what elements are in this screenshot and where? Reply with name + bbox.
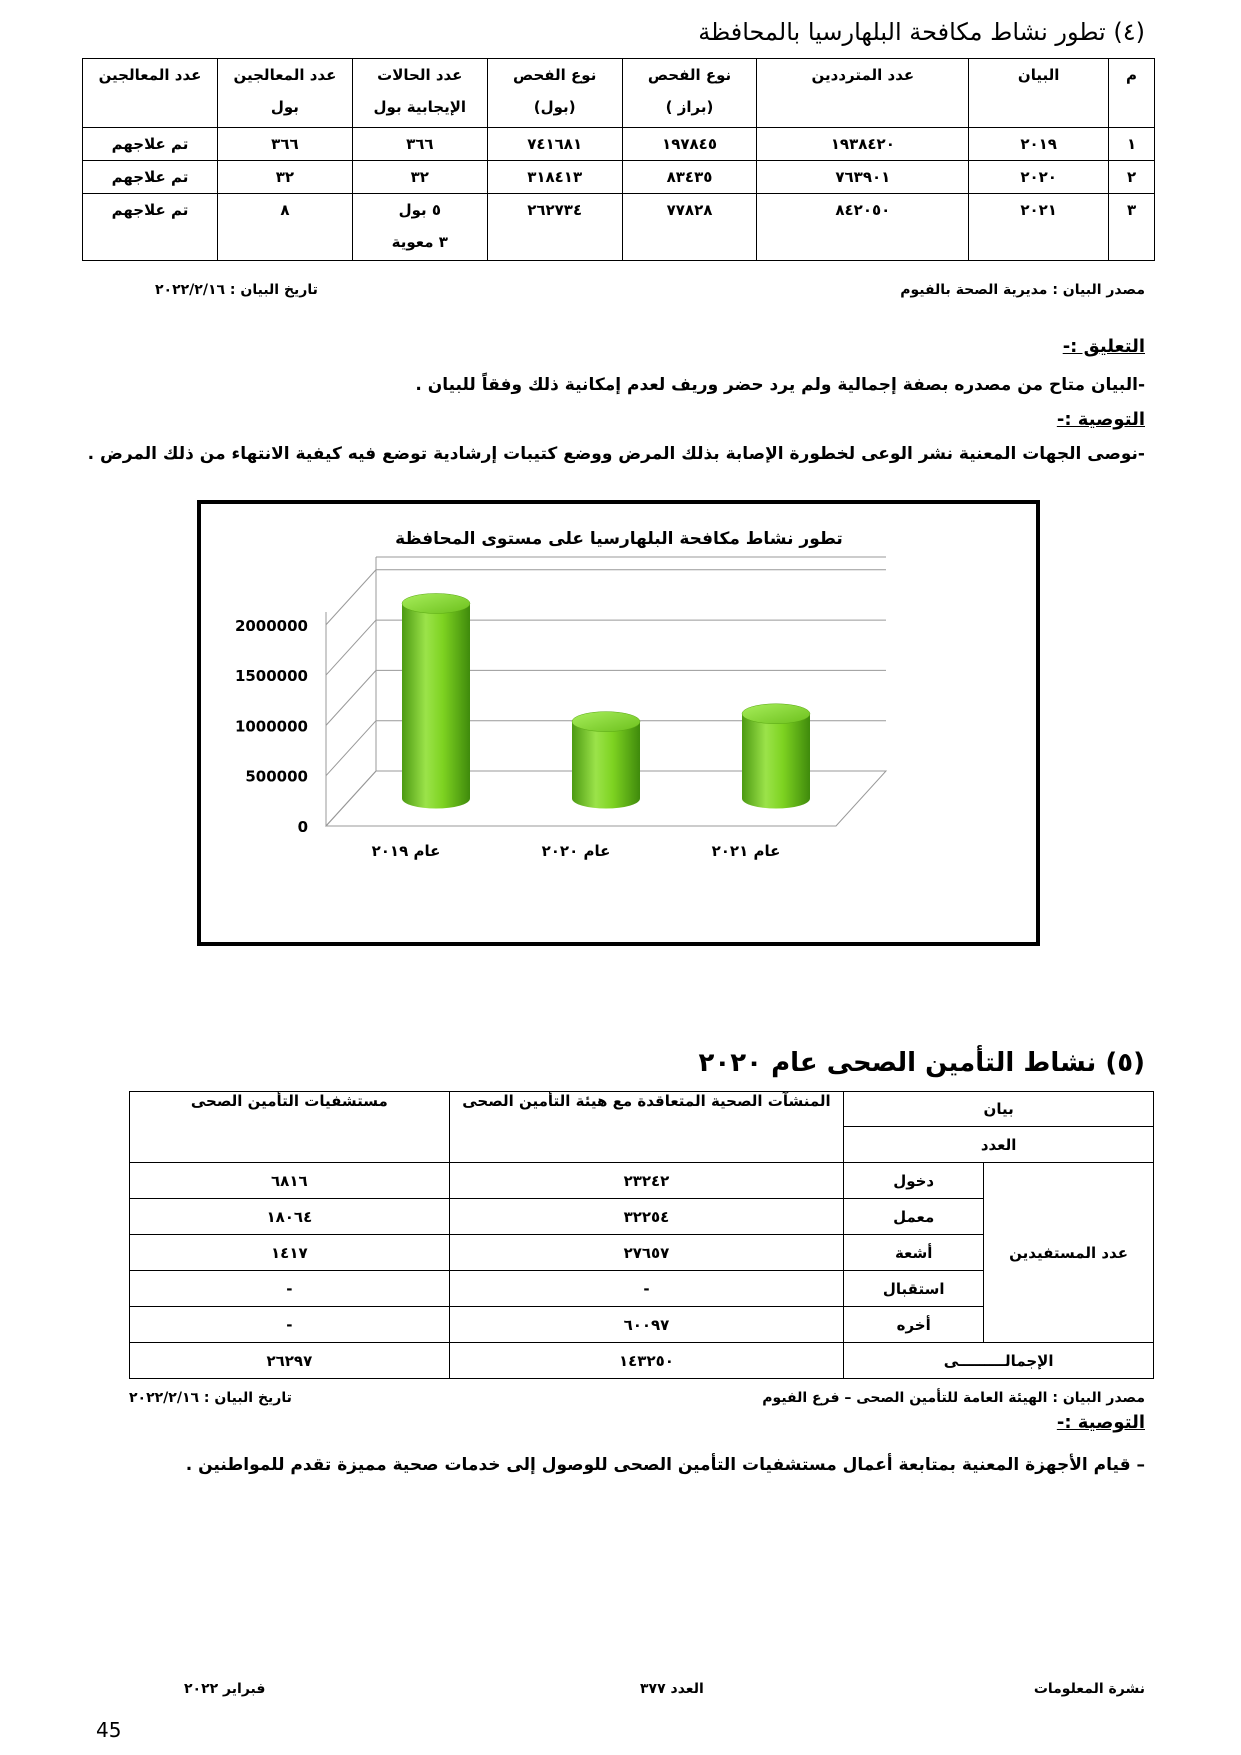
cell-value: ١٩٣٨٤٢٠ bbox=[830, 135, 895, 153]
table-row bbox=[83, 128, 1155, 161]
table-cell bbox=[487, 161, 622, 194]
footer-issue: العدد ٣٧٧ bbox=[640, 1681, 704, 1697]
table-cell bbox=[352, 161, 487, 194]
row-hospitals-value: - bbox=[130, 1307, 450, 1343]
table-cell bbox=[969, 128, 1109, 161]
table-row bbox=[130, 1163, 1154, 1199]
table-cell bbox=[1109, 194, 1155, 261]
header-line-1: البيان bbox=[1017, 66, 1060, 84]
table-cell bbox=[217, 161, 352, 194]
header-line-1: عدد المعالجين bbox=[233, 66, 337, 84]
cell-value: ٢٠٢٠ bbox=[1020, 168, 1057, 186]
section5-date: تاريخ البيان : ٢٠٢٢/٢/١٦ bbox=[129, 1390, 292, 1406]
header-adad: العدد bbox=[844, 1127, 1154, 1163]
table-row bbox=[83, 194, 1155, 261]
header-line-1: عدد الحالات bbox=[377, 66, 463, 84]
header-line-2: الإيجابية بول bbox=[373, 98, 467, 116]
table-cell bbox=[83, 194, 218, 261]
grid-line-side bbox=[326, 721, 376, 776]
row-label: معمل bbox=[844, 1199, 984, 1235]
header-line-1: م bbox=[1126, 66, 1138, 84]
section5-title: (٥) نشاط التأمين الصحى عام ٢٠٢٠ bbox=[698, 1048, 1145, 1078]
table-cell bbox=[487, 194, 622, 261]
cell-value: ٣١٨٤١٣ bbox=[527, 168, 583, 186]
row-hospitals-value: ١٨٠٦٤ bbox=[130, 1199, 450, 1235]
table-total-row bbox=[130, 1343, 1154, 1379]
bilharzia-chart bbox=[197, 500, 1040, 946]
cell-value: ٢٦٢٧٣٤ bbox=[527, 201, 583, 219]
cell-value: ٣٢ bbox=[275, 168, 295, 186]
header-cell bbox=[83, 59, 218, 128]
total-label: الإجمالـــــــــى bbox=[844, 1343, 1154, 1379]
row-hospitals-value: ١٤١٧ bbox=[130, 1235, 450, 1271]
header-line-1: نوع الفحص bbox=[647, 66, 732, 84]
cell-value: ٣٦٦ bbox=[406, 135, 434, 153]
table-cell bbox=[217, 194, 352, 261]
cell-value: ٣٢ bbox=[410, 168, 429, 186]
row-facilities-value: ٣٢٢٥٤ bbox=[449, 1199, 844, 1235]
bar-body bbox=[742, 714, 810, 809]
table-cell bbox=[487, 128, 622, 161]
grid-line-side bbox=[326, 620, 376, 675]
table-cell bbox=[83, 128, 218, 161]
row-label: أشعة bbox=[844, 1235, 984, 1271]
x-tick-label: عام ٢٠٢١ bbox=[711, 842, 781, 860]
chart-title: تطور نشاط مكافحة البلهارسيا على مستوى المحافظة bbox=[395, 529, 843, 549]
y-tick-label: 500000 bbox=[245, 767, 308, 786]
header-line-2: (براز ) bbox=[665, 98, 714, 116]
table-cell bbox=[969, 161, 1109, 194]
row-label: دخول bbox=[844, 1163, 984, 1199]
footer-date: فبراير ٢٠٢٢ bbox=[184, 1681, 266, 1697]
group-label: عدد المستفيدين bbox=[984, 1163, 1154, 1343]
header-line-2: بول bbox=[270, 98, 299, 116]
header-cell bbox=[757, 59, 969, 128]
cell-value: ٨ bbox=[280, 201, 290, 219]
table-cell bbox=[969, 194, 1109, 261]
header-facilities: المنشآت الصحية المتعاقدة مع هيئة التأمين الصحى bbox=[449, 1092, 844, 1163]
bar-body bbox=[572, 722, 640, 809]
x-tick-label: عام ٢٠١٩ bbox=[371, 842, 441, 860]
chart-bar bbox=[742, 704, 810, 809]
cell-value: ٥ بول bbox=[398, 201, 442, 219]
row-facilities-value: ٢٧٦٥٧ bbox=[449, 1235, 844, 1271]
table-cell bbox=[622, 194, 757, 261]
cell-value: ٧٦٣٩٠١ bbox=[835, 168, 891, 186]
cell-value: ٢٠١٩ bbox=[1020, 135, 1057, 153]
header-cell bbox=[487, 59, 622, 128]
section5-source: مصدر البيان : الهيئة العامة للتأمين الصحى – فرع الفيوم bbox=[762, 1390, 1145, 1406]
section4-source: مصدر البيان : مديرية الصحة بالفيوم bbox=[900, 282, 1145, 298]
cell-value: ٢٠٢١ bbox=[1020, 201, 1057, 219]
y-tick-label: 1000000 bbox=[234, 717, 308, 736]
cell-value-line-2: ٣ معوية bbox=[391, 233, 448, 251]
cell-value: ٧٧٨٢٨ bbox=[666, 201, 713, 219]
cell-value: تم علاجهم bbox=[111, 168, 189, 186]
header-line-1: نوع الفحص bbox=[512, 66, 597, 84]
section5-recommendation-label: التوصية :- bbox=[1056, 1412, 1145, 1433]
cell-value: ٨٣٤٣٥ bbox=[666, 168, 713, 186]
header-cell bbox=[622, 59, 757, 128]
table-cell bbox=[757, 194, 969, 261]
y-tick-label: 0 bbox=[297, 818, 308, 836]
chart-bar bbox=[402, 593, 470, 808]
row-facilities-value: ٢٣٢٤٢ bbox=[449, 1163, 844, 1199]
section4-title: (٤) تطور نشاط مكافحة البلهارسيا بالمحافظة bbox=[698, 18, 1145, 46]
footer-publication: نشرة المعلومات bbox=[1033, 1681, 1145, 1697]
header-cell bbox=[217, 59, 352, 128]
cell-value: ١ bbox=[1126, 135, 1137, 153]
header-cell bbox=[1109, 59, 1155, 128]
cell-value: ٨٤٢٠٥٠ bbox=[835, 201, 891, 219]
cell-value: ٧٤١٦٨١ bbox=[527, 135, 583, 153]
x-tick-label: عام ٢٠٢٠ bbox=[541, 842, 611, 860]
chart-svg bbox=[201, 504, 1036, 942]
row-label: استقبال bbox=[844, 1271, 984, 1307]
header-line-2: (بول) bbox=[533, 98, 576, 116]
y-tick-label: 2000000 bbox=[234, 616, 308, 635]
recommendation-text: -نوصى الجهات المعنية نشر الوعى لخطورة الإصابة بذلك المرض ووضع كتيبات إرشادية توضع فيه كيفية الانتهاء من ذلك المرض . bbox=[87, 444, 1145, 464]
table-cell bbox=[1109, 128, 1155, 161]
header-cell bbox=[969, 59, 1109, 128]
table-cell bbox=[757, 161, 969, 194]
table-cell bbox=[622, 128, 757, 161]
table-cell bbox=[83, 161, 218, 194]
cell-value: تم علاجهم bbox=[111, 201, 189, 219]
table-cell bbox=[622, 161, 757, 194]
grid-line-side bbox=[326, 570, 376, 625]
header-line-1: عدد المترددين bbox=[811, 66, 915, 84]
page-number: 45 bbox=[96, 1718, 122, 1742]
row-facilities-value: - bbox=[449, 1271, 844, 1307]
row-hospitals-value: ٦٨١٦ bbox=[130, 1163, 450, 1199]
recommendation-label: التوصية :- bbox=[1056, 409, 1145, 430]
row-hospitals-value: - bbox=[130, 1271, 450, 1307]
table-cell bbox=[352, 194, 487, 261]
cell-value: ٢ bbox=[1126, 168, 1137, 186]
grid-line-side bbox=[326, 670, 376, 725]
total-hospitals-value: ٢٦٢٩٧ bbox=[130, 1343, 450, 1379]
y-tick-label: 1500000 bbox=[234, 667, 308, 686]
row-facilities-value: ٦٠٠٩٧ bbox=[449, 1307, 844, 1343]
row-label: أخره bbox=[844, 1307, 984, 1343]
cell-value: ٣٦٦ bbox=[271, 135, 299, 153]
cell-value: تم علاجهم bbox=[111, 135, 189, 153]
header-hospitals: مستشفيات التأمين الصحى bbox=[130, 1092, 450, 1163]
table-cell bbox=[1109, 161, 1155, 194]
cell-value: ١٩٧٨٤٥ bbox=[662, 135, 717, 153]
table-row bbox=[83, 161, 1155, 194]
header-line-1: عدد المعالجين bbox=[98, 66, 202, 84]
total-facilities-value: ١٤٣٢٥٠ bbox=[449, 1343, 844, 1379]
chart-bar bbox=[572, 712, 640, 809]
insurance-table bbox=[129, 1091, 1154, 1379]
comment-label: التعليق :- bbox=[1062, 336, 1145, 357]
cell-value: ٣ bbox=[1126, 201, 1137, 219]
section4-date: تاريخ البيان : ٢٠٢٢/٢/١٦ bbox=[155, 282, 318, 298]
bar-body bbox=[402, 603, 470, 808]
table-cell bbox=[757, 128, 969, 161]
table-cell bbox=[352, 128, 487, 161]
table-header-row bbox=[83, 59, 1155, 128]
table-cell bbox=[217, 128, 352, 161]
header-cell bbox=[352, 59, 487, 128]
header-bayan: بيان bbox=[844, 1092, 1154, 1127]
bar-top bbox=[572, 712, 640, 732]
bar-top bbox=[402, 593, 470, 613]
bar-top bbox=[742, 704, 810, 724]
comment-text: -البيان متاح من مصدره بصفة إجمالية ولم يرد حضر وريف لعدم إمكانية ذلك وفقاً للبيان . bbox=[415, 375, 1145, 395]
section5-recommendation-text: – قيام الأجهزة المعنية بمتابعة أعمال مستشفيات التأمين الصحى للوصول إلى خدمات صحية مميزة تقدم للمواطنين . bbox=[185, 1455, 1145, 1475]
bilharzia-table bbox=[82, 58, 1155, 261]
